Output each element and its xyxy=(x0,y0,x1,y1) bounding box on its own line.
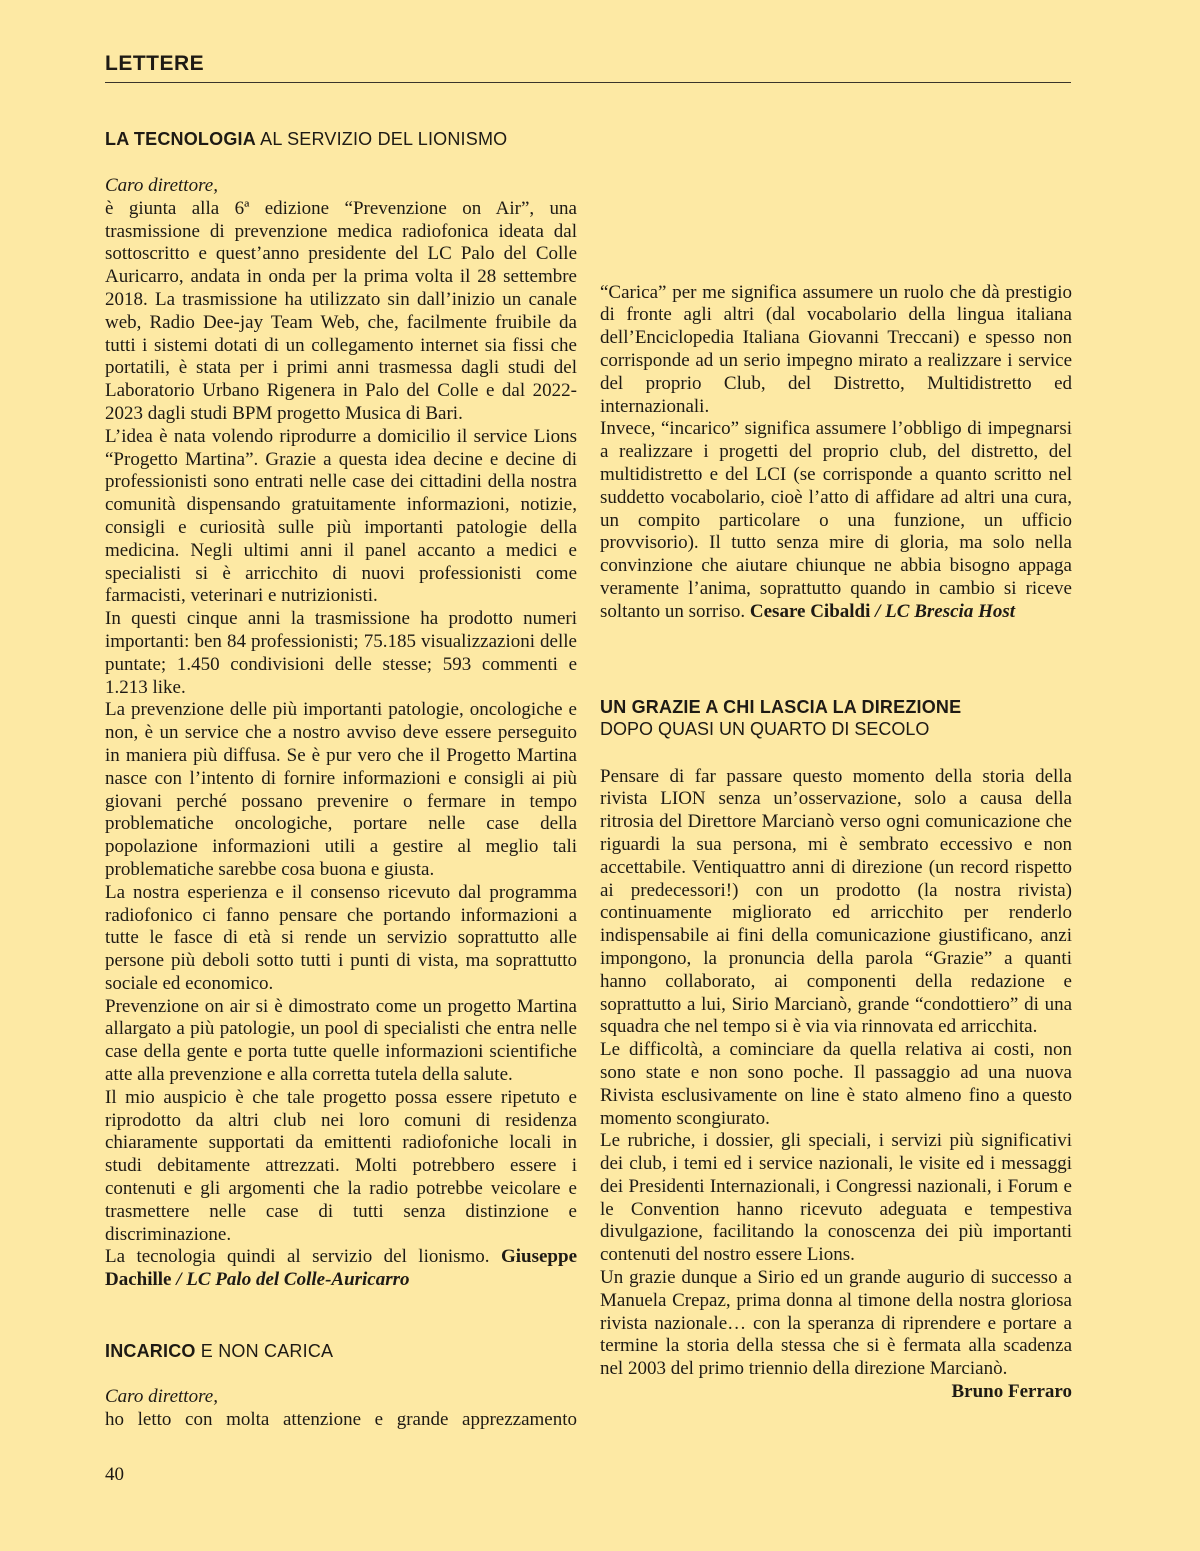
article-subtitle: DOPO QUASI UN QUARTO DI SECOLO xyxy=(600,718,930,739)
paragraph: Il mio auspicio è che tale progetto possa essere ripetuto e riprodotto da altri club nei loro comuni di residenza chiaramente supportati da emittenti radiofoniche locali in studi debitamente attrezzati. Molti potrebbero essere i contenuti e gli argomenti che la radio potrebbe veicolare e trasmettere nelle case di tutti senza distinzione e discriminazione. xyxy=(105,1086,577,1245)
right-column xyxy=(600,122,1072,1404)
paragraph: “Carica” per me significa assumere un ruolo che dà prestigio di fronte agli altri (dal vocabolario della lingua italiana dell’Enciclopedia Italiana Giovanni Treccani) e spesso non corrisponde ad un serio impegno mirato a realizzare i service del proprio Club, del Distretto, Multidistretto ed internazionali. xyxy=(600,281,1072,417)
paragraph: Le difficoltà, a cominciare da quella relativa ai costi, non sono state e non sono poche. Il passaggio ad una nuova Rivista esclusivamente on line è stato almeno fino a questo momento scongiurato. xyxy=(600,1039,1072,1129)
article-incarico xyxy=(105,1340,577,1432)
paragraph: La nostra esperienza e il consenso ricevuto dal programma radiofonico ci fanno pensare che portando informazioni a tutte le fasce di età si rende un servizio soprattutto alle persone più deboli sotto tutti i punti di vista, ma soprattutto sociale ed economico. xyxy=(105,881,577,994)
article-body xyxy=(105,198,577,1292)
paragraph-continued xyxy=(600,122,1072,282)
article-title-light: E NON CARICA xyxy=(195,1341,334,1362)
article-grazie xyxy=(600,696,1072,1404)
paragraph: ho letto con molta attenzione e grande apprezzamento xyxy=(105,1408,577,1430)
article-body xyxy=(600,766,1072,1382)
left-column xyxy=(105,122,577,1432)
paragraph: Prevenzione on air si è dimostrato come un progetto Martina allargato a più patologie, un pool di specialisti che entra nelle case della gente e porta tutte quelle informazioni scientifiche atte alla prevenzione e alla corretta tutela della salute. xyxy=(105,995,577,1086)
author-name: Cesare Cibaldi xyxy=(749,600,871,622)
closing-text: La tecnologia quindi al servizio del lionismo. xyxy=(105,1246,490,1268)
closing-text: Invece, “incarico” significa assumere l’obbligo di impegnarsi a realizzare i progetti del proprio club, del distretto, del multidistretto e del LCI (se corrisponde a quanto scritto nel suddetto vocabolario, cioè l’atto di affidare ad altri una cura, un compito particolare o una funzione, un ufficio provvisorio). Il tutto senza mire di gloria, ma solo nella convinzione che aiutare chiunque ne abbia bisogno appaga veramente l’anima, soprattutto quando in cambio si riceve soltanto un sorriso. xyxy=(600,418,1072,622)
paragraph: In questi cinque anni la trasmissione ha prodotto numeri importanti: ben 84 professionisti; 75.185 visualizzazioni delle puntate; 1.450 condivisioni delle stesse; 593 commenti e 1.213 like. xyxy=(105,608,577,698)
paragraph: Un grazie dunque a Sirio ed un grande augurio di successo a Manuela Crepaz, prima donna al timone della nostra gloriosa rivista nazionale… con la speranza di riprendere e portare a termine la storia della stessa che si è fermata alla scadenza nel 2003 del primo triennio della direzione Marcianò. xyxy=(600,1267,1072,1380)
closing-paragraph xyxy=(105,1246,577,1292)
article-title xyxy=(105,1340,577,1362)
author-name: Giuseppe Dachille xyxy=(105,1246,578,1291)
article-body-start xyxy=(105,1409,577,1432)
salutation: Caro direttore, xyxy=(105,1386,218,1408)
article-title-bold: INCARICO xyxy=(105,1341,196,1362)
salutation: Caro direttore, xyxy=(105,175,218,196)
author-signature: Bruno Ferraro xyxy=(951,1381,1072,1403)
paragraph: Pensare di far passare questo momento della storia della rivista LION senza un’osservazione, solo a causa della ritrosia del Direttore Marcianò verso ogni comunicazione che riguardi la sua persona, mi è sembrato eccessivo e non accettabile. Ventiquattro anni di direzione (un record rispetto ai predecessori!) con un prodotto (la nostra rivista) continuamente migliorato ed arricchito per renderlo indispensabile ai fini della comunicazione giustificano, anzi impongono, la pronuncia della parola “Grazie” a quanti hanno collaborato, ai componenti della redazione e soprattutto a lui, Sirio Marcianò, grande “condottiero” di una squadra che nel tempo si è via via rinnovata ed arricchita. xyxy=(600,765,1072,1038)
article-title xyxy=(105,128,577,150)
paragraph: L’idea è nata volendo riprodurre a domicilio il service Lions “Progetto Martina”. Grazie a questa idea decine e decine di professionisti sono entrati nelle case dei cittadini della nostra comunità dispensando gratuitamente informazioni, notizie, consigli e curiosità sulle più importanti patologie della medicina. Negli ultimi anni il panel accanto a medici e specialisti si è arricchito di nuovi professionisti come farmacisti, veterinari e nutrizionisti. xyxy=(105,425,577,607)
section-header: LETTERE xyxy=(105,52,205,75)
author-club: / LC Palo del Colle-Auricarro xyxy=(176,1269,410,1291)
article-title-bold: LA TECNOLOGIA xyxy=(105,129,256,149)
article-tecnologia xyxy=(105,128,577,1292)
paragraph: è giunta alla 6ª edizione “Prevenzione on Air”, una trasmissione di prevenzione medica radiofonica ideata dal sottoscritto e quest’anno presidente del LC Palo del Colle Auricarro, andata in onda per la prima volta il 28 settembre 2018. La trasmissione ha utilizzato sin dall’inizio un canale web, Radio Dee-jay Team Web, che, facilmente fruibile da tutti i sistemi dotati di un collegamento internet sia fissi che portatili, è stata per i primi anni trasmessa dagli studi del Laboratorio Urbano Rigenera in Palo del Colle e dal 2022-2023 dagli studi BPM progetto Musica di Bari. xyxy=(105,197,577,424)
article-title xyxy=(600,696,1072,718)
closing-paragraph xyxy=(600,418,1072,623)
article-title-light: AL SERVIZIO DEL LIONISMO xyxy=(255,129,508,149)
paragraph: Le rubriche, i dossier, gli speciali, i servizi più significativi dei club, i temi ed i service nazionali, le visite ed i messaggi dei Presidenti Internazionali, i Congressi nazionali, i Forum e le Convention hanno ricevuto adeguata e tempestiva divulgazione, facilitando la conoscenza dei più importanti contenuti del nostro essere Lions. xyxy=(600,1130,1072,1266)
article-title-bold: UN GRAZIE A CHI LASCIA LA DIREZIONE xyxy=(600,696,962,717)
page-number: 40 xyxy=(105,1464,124,1485)
article-incarico-continued xyxy=(600,122,1072,624)
paragraph: La prevenzione delle più importanti patologie, oncologiche e non, è un service che a nostro avviso deve essere perseguito in maniera più diffusa. Se è pur vero che il Progetto Martina nasce con l’intento di fornire informazioni e consigli ai più giovani perché possano prevenire o fermare in tempo problematiche oncologiche, portare nelle case della popolazione informazioni utili a gestire al meglio tali problematiche sarebbe cosa buona e giusta. xyxy=(105,699,577,880)
header-divider xyxy=(105,82,1071,83)
author-club: / LC Brescia Host xyxy=(875,600,1016,622)
